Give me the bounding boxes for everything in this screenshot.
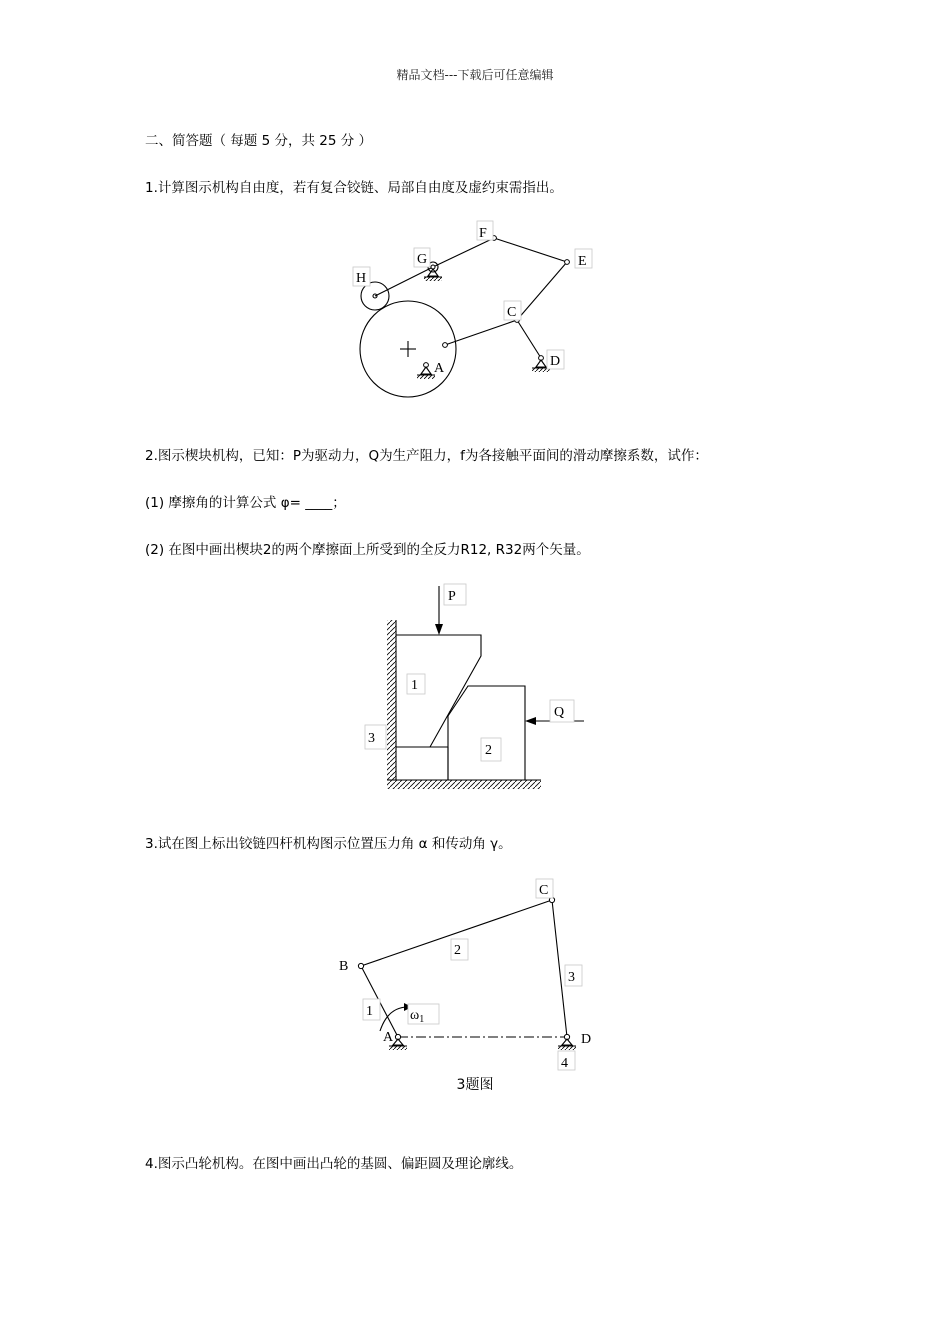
- ground-support-g: [424, 269, 442, 281]
- label-q: Q: [554, 705, 565, 720]
- label-f: F: [479, 226, 487, 241]
- label-c: C: [507, 305, 517, 320]
- label-g: G: [417, 252, 428, 267]
- label-link-2: 2: [454, 943, 461, 958]
- ground-support-a: [417, 367, 435, 379]
- floor-hatch: [387, 780, 541, 789]
- section-title: 二、简答题（ 每题 5 分，共 25 分 ）: [145, 133, 373, 149]
- link-fe: [494, 238, 567, 262]
- question-2-part-1: (1) 摩擦角的计算公式 φ= ____；: [145, 495, 346, 511]
- label-p: P: [448, 589, 456, 604]
- label-e: E: [578, 254, 587, 269]
- label-link-1: 1: [366, 1004, 373, 1019]
- link-cd: [517, 320, 541, 358]
- question-2-text: 2.图示楔块机构，已知：P为驱动力，Q为生产阻力，f为各接触平面间的滑动摩擦系数，试作：: [145, 448, 708, 464]
- figure-3-caption: 3题图: [456, 1077, 494, 1093]
- link-ec: [517, 262, 567, 320]
- label-link-4: 4: [561, 1056, 568, 1071]
- question-2-part-2: (2) 在图中画出楔块2的两个摩擦面上所受到的全反力R12, R32两个矢量。: [145, 542, 590, 558]
- label-a: A: [434, 361, 445, 376]
- ground-support-d: [558, 1039, 576, 1050]
- wall-hatch: [387, 620, 396, 780]
- figure-3-four-bar: [330, 873, 610, 1073]
- label-block-3: 3: [368, 731, 375, 746]
- label-d: D: [550, 354, 561, 369]
- question-1-text: 1.计算图示机构自由度，若有复合铰链、局部自由度及虚约束需指出。: [145, 180, 563, 196]
- label-block-2: 2: [485, 743, 492, 758]
- link-hg: [375, 267, 433, 296]
- question-3-text: 3.试在图上标出铰链四杆机构图示位置压力角 α 和传动角 γ。: [145, 836, 512, 852]
- label-omega: $\omega_1$: [410, 1008, 425, 1025]
- label-c: C: [539, 883, 549, 898]
- label-h: H: [356, 271, 367, 286]
- question-4-text: 4.图示凸轮机构。在图中画出凸轮的基圆、偏距圆及理论廓线。: [145, 1156, 523, 1172]
- label-b: B: [339, 959, 349, 974]
- label-a: A: [383, 1030, 394, 1045]
- figure-2-wedge: [360, 582, 600, 794]
- label-link-3: 3: [568, 970, 575, 985]
- label-block-1: 1: [411, 678, 418, 693]
- link-gf: [433, 238, 494, 267]
- wedge-block-2: [448, 686, 525, 780]
- label-d: D: [581, 1032, 592, 1047]
- link-c-cam: [445, 320, 517, 345]
- figure-1-linkage: [340, 215, 610, 405]
- page-header: 精品文档---下载后可任意编辑: [396, 68, 554, 82]
